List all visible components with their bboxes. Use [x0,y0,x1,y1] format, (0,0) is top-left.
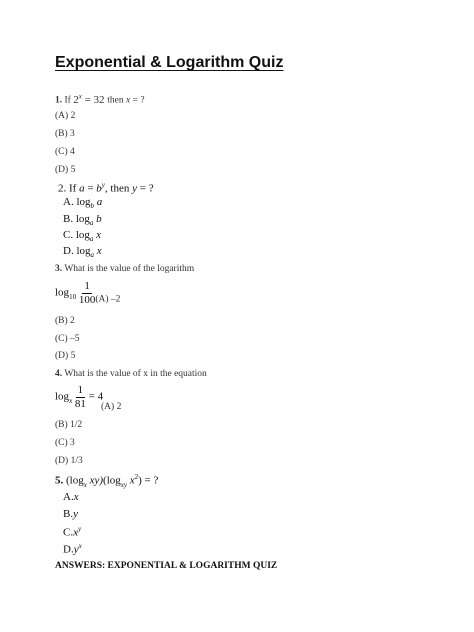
option-a: (A) 2 [101,402,122,412]
option-d: (D) 1/3 [55,456,83,466]
option-d: $D.y^x$ [63,542,82,556]
option-a: A. $\log_b a$ [63,196,103,211]
question-number: 5. [55,474,64,487]
option-d: (D) 5 [55,165,76,175]
page-title: Exponential & Logarithm Quiz [55,54,284,71]
option-c: $C.x^y$ [63,525,82,539]
option-b: (B) 1/2 [55,420,83,430]
option-a: A.x [63,491,79,503]
question-number: 4. [55,369,63,379]
answers-heading: ANSWERS: EXPONENTIAL & LOGARITHM QUIZ [55,561,278,571]
option-c: (C) 4 [55,147,75,157]
option-b: B. $\log_a b$ [63,213,102,228]
question-number: 1. [55,95,63,106]
option-b: B.y [63,508,78,520]
question-number: 2. [58,182,67,195]
question-2: 2. If $a = b^y$, then y = ? [58,181,154,195]
option-d: (D) 5 [55,351,76,361]
equation: $\log_x$ $\frac{1}{81}$ = 4 [55,384,104,410]
option-b: (B) 2 [55,316,75,326]
option-a: (A) –2 [95,294,121,305]
question-text: What is the value of x in the equation [64,369,207,379]
option-d: D. $\log_a x$ [63,245,102,260]
question-5: 5. ($\log_x$ $xy)(\log_{xy}$ $x^2$) = ? [55,473,159,489]
option-a: (A) 2 [55,111,76,121]
question-text: What is the value of the logarithm [64,264,195,274]
question-3 [55,264,194,274]
option-b: (B) 3 [55,129,75,139]
question-text: If [64,95,71,106]
equation: $\log_{10}$ $\frac{1}{100}$ (A) –2 [55,280,121,306]
option-c: C. $\log_a x$ [63,229,102,244]
question-4 [55,369,207,379]
equation: 2$^x$ = 32 [73,92,105,106]
option-c: (C) 3 [55,438,75,448]
option-c: (C) –5 [55,334,80,344]
question-1: 1. If 2$^x$ = 32 then x = ? [55,92,145,106]
question-number: 3. [55,264,63,274]
